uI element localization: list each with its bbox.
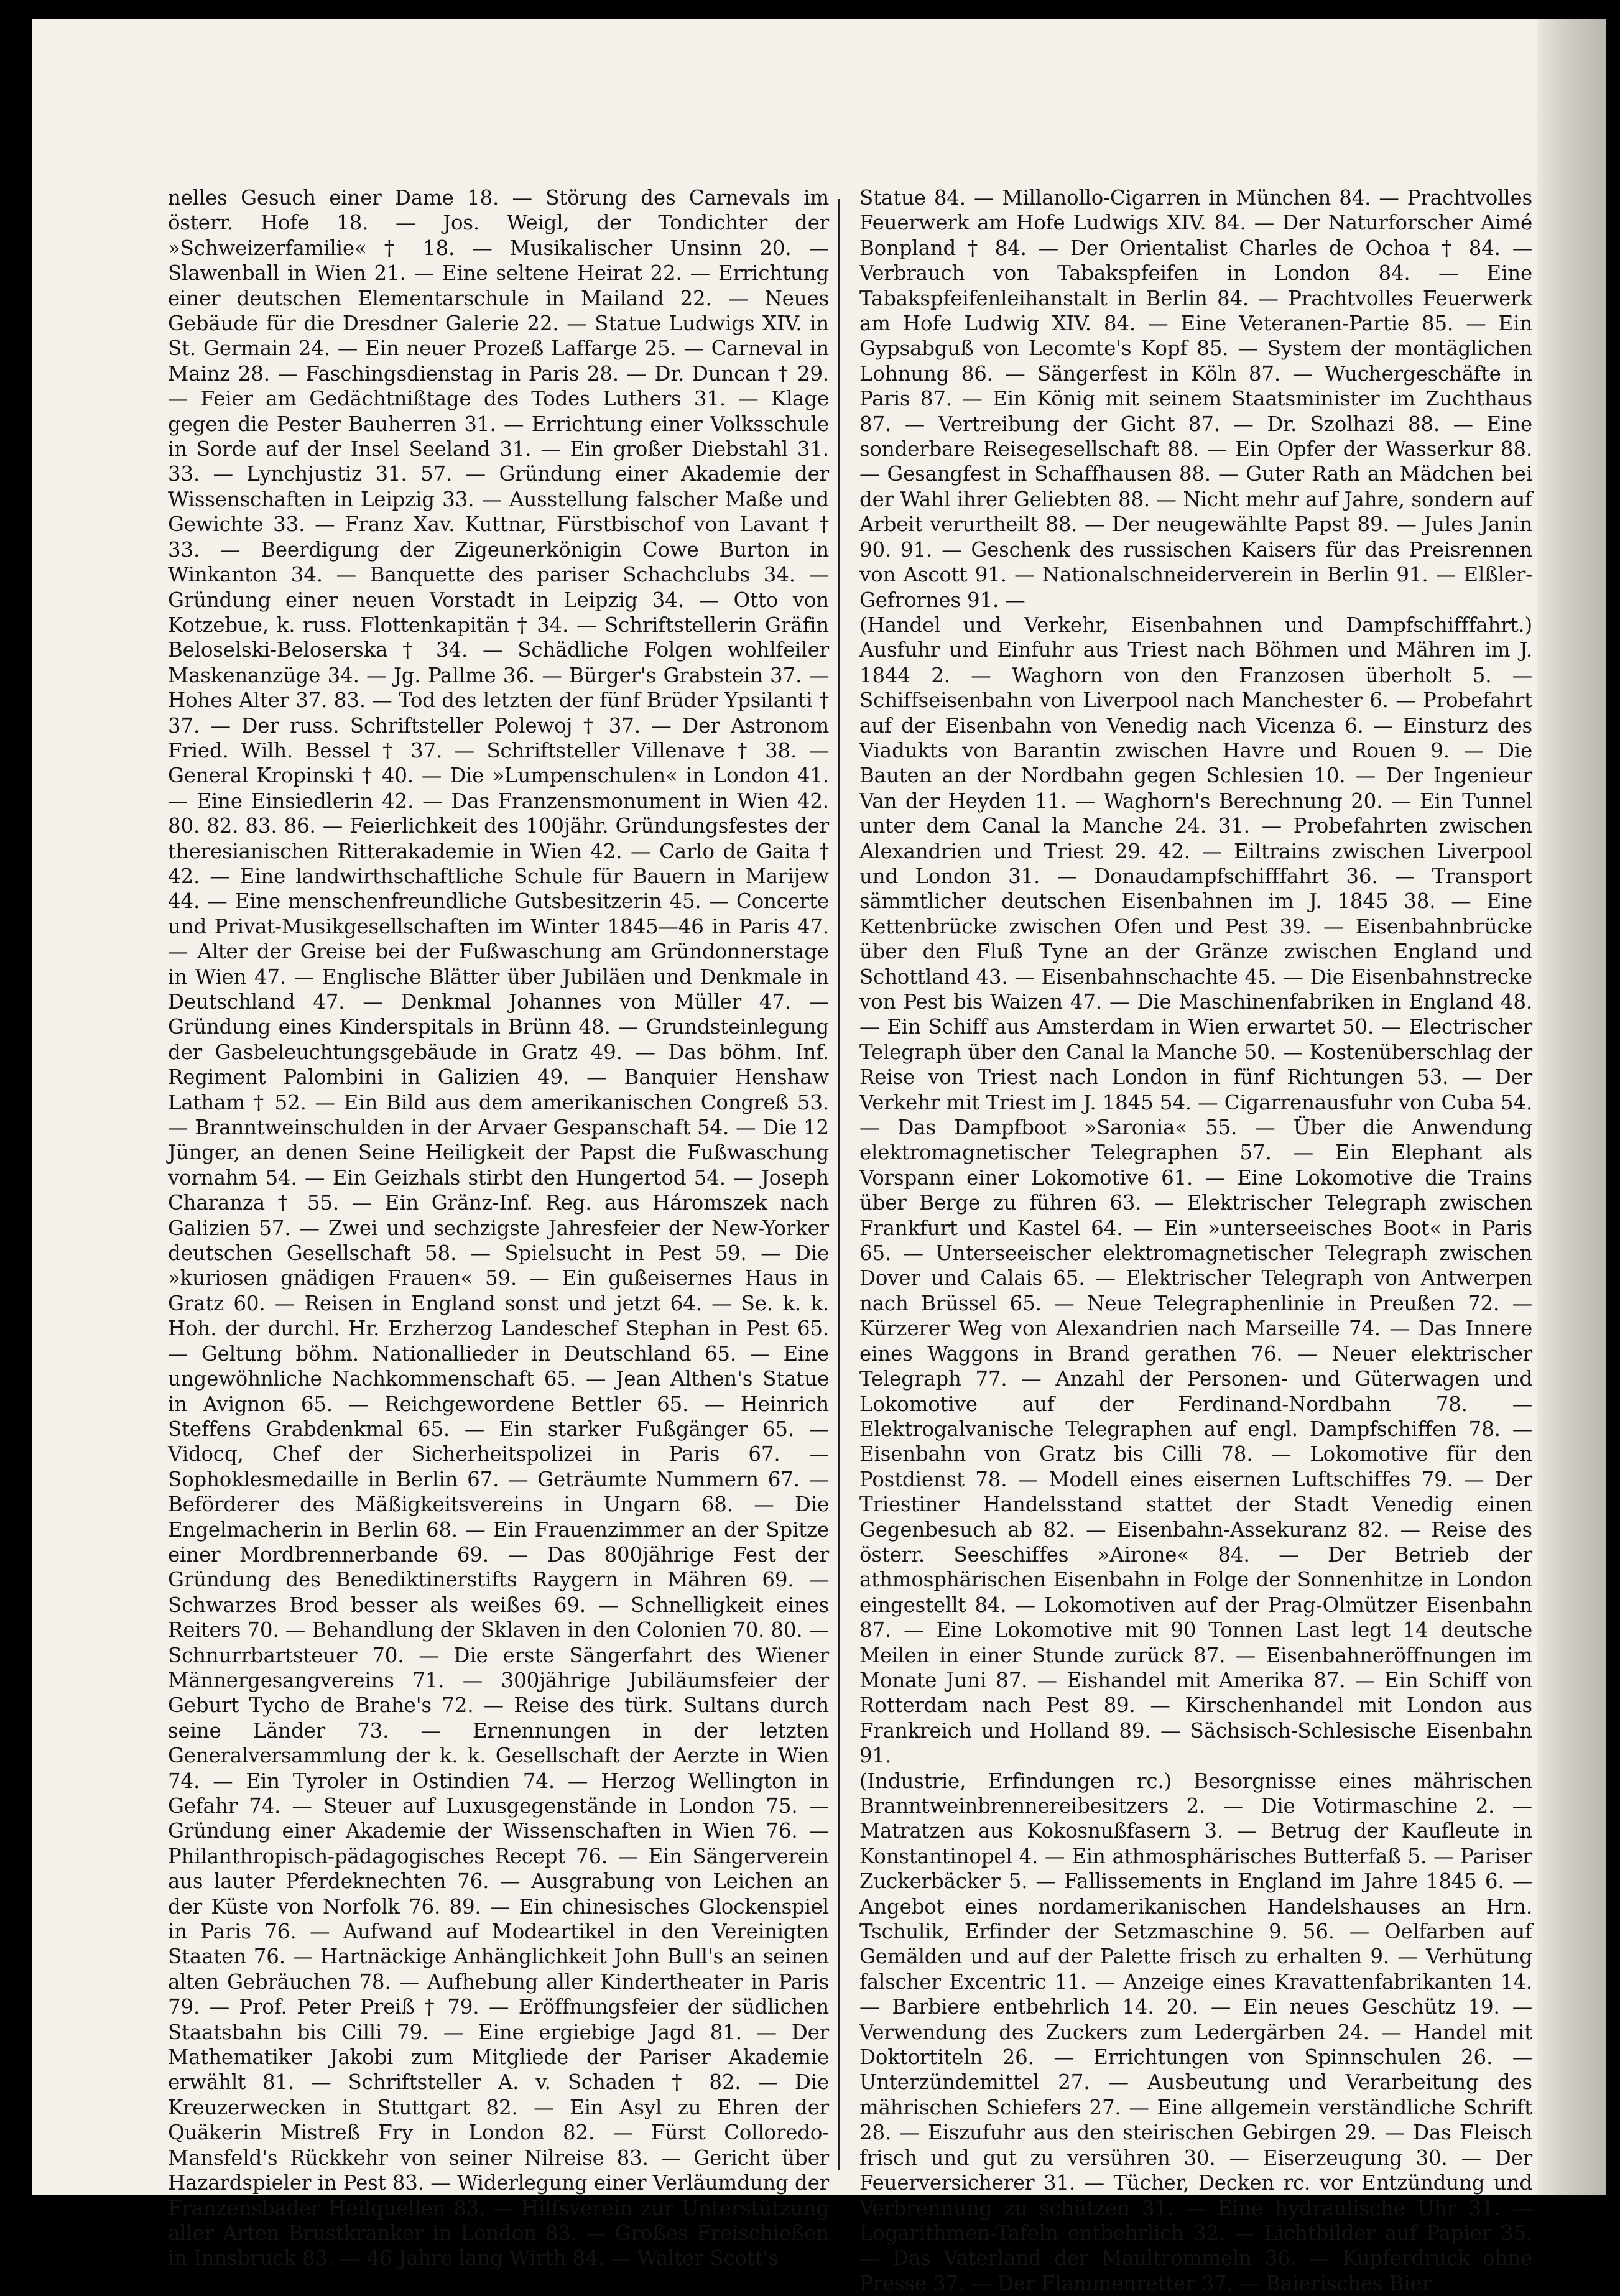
page-edge-shadow [1537,19,1606,2195]
right-column [859,185,1532,2296]
right-paragraph-commerce: (Handel und Verkehr, Eisenbahnen und Dampfschifffahrt.) Ausfuhr und Einfuhr aus Triest nach Böhmen und Mähren im J. 1844 2. — Waghorn von den Franzosen überholt 5. — Schiffseisenbahn von Liverpool nach Manchester 6. — Probefahrt auf der Eisenbahn von Venedig nach Vicenza 6. — Einsturz des Viadukts von Barantin zwischen Havre und Rouen 9. — Die Bauten an der Nordbahn gegen Schlesien 10. — Der Ingenieur Van der Heyden 11. — Waghorn's Berechnung 20. — Ein Tunnel unter dem Canal la Manche 24. 31. — Probefahrten zwischen Alexandrien und Triest 29. 42. — Eiltrains zwischen Liverpool und London 31. — Donaudampfschifffahrt 36. — Transport sämmtlicher deutschen Eisenbahnen im J. 1845 38. — Eine Kettenbrücke zwischen Ofen und Pest 39. — Eisenbahnbrücke über den Fluß Tyne an der Gränze zwischen England und Schottland 43. — Eisenbahnschachte 45. — Die Eisenbahnstrecke von Pest bis Waizen 47. — Die Maschinenfabriken in England 48. — Ein Schiff aus Amsterdam in Wien erwartet 50. — Electrischer Telegraph über den Canal la Manche 50. — Kostenüberschlag der Reise von Triest nach London in fünf Richtungen 53. — Der Verkehr mit Triest im J. 1845 54. — Cigarrenausfuhr von Cuba 54. — Das Dampfboot »Saronia« 55. — Über die Anwendung elektromagnetischer Telegraphen 57. — Ein Elephant als Vorspann einer Lokomotive 61. — Eine Lokomotive die Trains über Berge zu führen 63. — Elektrischer Telegraph zwischen Frankfurt und Kastel 64. — Ein »unterseeisches Boot« in Paris 65. — Unterseeischer elektromagnetischer Telegraph zwischen Dover und Calais 65. — Elektrischer Telegraph von Antwerpen nach Brüssel 65. — Neue Telegraphenlinie in Preußen 72. — Kürzerer Weg von Alexandrien nach Marseille 74. — Das Innere eines Waggons in Brand gerathen 76. — Neuer elektrischer Telegraph 77. — Anzahl der Personen- und Güterwagen und Lokomotive auf der Ferdinand-Nordbahn 78. — Elektrogalvanische Telegraphen auf engl. Dampfschiffen 78. — Eisenbahn von Gratz bis Cilli 78. — Lokomotive für den Postdienst 78. — Modell eines eisernen Luftschiffes 79. — Der Triestiner Handelsstand stattet der Stadt Venedig einen Gegenbesuch ab 82. — Eisenbahn-Assekuranz 82. — Reise des österr. Seeschiffes »Airone« 84. — Der Betrieb der athmosphärischen Eisenbahn in Folge der Sonnenhitze in London eingestellt 84. — Lokomotiven auf der Prag-Olmützer Eisenbahn 87. — Eine Lokomotive mit 90 Tonnen Last legt 14 deutsche Meilen in einer Stunde zurück 87. — Eisenbahneröffnungen im Monate Juni 87. — Eishandel mit Amerika 87. — Ein Schiff von Rotterdam nach Pest 89. — Kirschenhandel mit London aus Frankreich und Holland 89. — Sächsisch-Schlesische Eisenbahn 91. [859,613,1532,1768]
column-divider [838,199,840,2170]
scanned-page [32,19,1606,2295]
left-paragraph-1: nelles Gesuch einer Dame 18. — Störung des Carnevals im österr. Hofe 18. — Jos. Weigl, der Tondichter der »Schweizerfamilie« † 18. — Musikalischer Unsinn 20. — Slawenball in Wien 21. — Eine seltene Heirat 22. — Errichtung einer deutschen Elementarschule in Mailand 22. — Neues Gebäude für die Dresdner Galerie 22. — Statue Ludwigs XIV. in St. Germain 24. — Ein neuer Prozeß Laffarge 25. — Carneval in Mainz 28. — Faschingsdienstag in Paris 28. — Dr. Duncan † 29. — Feier am Gedächtnißtage des Todes Luthers 31. — Klage gegen die Pester Bauherren 31. — Errichtung einer Volksschule in Sorde auf der Insel Seeland 31. — Ein großer Diebstahl 31. 33. — Lynchjustiz 31. 57. — Gründung einer Akademie der Wissenschaften in Leipzig 33. — Ausstellung falscher Maße und Gewichte 33. — Franz Xav. Kuttnar, Fürstbischof von Lavant † 33. — Beerdigung der Zigeunerkönigin Cowe Burton in Winkanton 34. — Banquette des pariser Schachclubs 34. — Gründung einer neuen Vorstadt in Leipzig 34. — Otto von Kotzebue, k. russ. Flottenkapitän † 34. — Schriftstellerin Gräfin Beloselski-Beloserska † 34. — Schädliche Folgen wohlfeiler Maskenanzüge 34. — Jg. Pallme 36. — Bürger's Grabstein 37. — Hohes Alter 37. 83. — Tod des letzten der fünf Brüder Ypsilanti † 37. — Der russ. Schriftsteller Polewoj † 37. — Der Astronom Fried. Wilh. Bessel † 37. — Schriftsteller Villenave † 38. — General Kropinski † 40. — Die »Lumpenschulen« in London 41. — Eine Einsiedlerin 42. — Das Franzensmonument in Wien 42. 80. 82. 83. 86. — Feierlichkeit des 100jähr. Gründungsfestes der theresianischen Ritterakademie in Wien 42. — Carlo de Gaita † 42. — Eine landwirthschaftliche Schule für Bauern in Marijew 44. — Eine menschenfreundliche Gutsbesitzerin 45. — Concerte und Privat-Musikgesellschaften im Winter 1845—46 in Paris 47. — Alter der Greise bei der Fußwaschung am Gründonnerstage in Wien 47. — Englische Blätter über Jubiläen und Denkmale in Deutschland 47. — Denkmal Johannes von Müller 47. — Gründung eines Kinderspitals in Brünn 48. — Grundsteinlegung der Gasbeleuchtungsgebäude in Gratz 49. — Das böhm. Inf. Regiment Palombini in Galizien 49. — Banquier Henshaw Latham † 52. — Ein Bild aus dem amerikanischen Congreß 53. — Branntweinschulden in der Arvaer Gespanschaft 54. — Die 12 Jünger, an denen Seine Heiligkeit der Papst die Fußwaschung vornahm 54. — Ein Geizhals stirbt den Hungertod 54. — Joseph Charanza † 55. — Ein Gränz-Inf. Reg. aus Háromszek nach Galizien 57. — Zwei und sechzigste Jahresfeier der New-Yorker deutschen Gesellschaft 58. — Spielsucht in Pest 59. — Die »kuriosen gnädigen Frauen« 59. — Ein gußeisernes Haus in Gratz 60. — Reisen in England sonst und jetzt 64. — Se. k. k. Hoh. der durchl. Hr. Erzherzog Landeschef Stephan in Pest 65. — Geltung böhm. Nationallieder in Deutschland 65. — Eine ungewöhnliche Nachkommenschaft 65. — Jean Althen's Statue in Avignon 65. — Reichgewordene Bettler 65. — Heinrich Steffens Grabdenkmal 65. — Ein starker Fußgänger 65. — Vidocq, Chef der Sicherheitspolizei in Paris 67. — Sophoklesmedaille in Berlin 67. — Geträumte Nummern 67. — Beförderer des Mäßigkeitsvereins in Ungarn 68. — Die Engelmacherin in Berlin 68. — Ein Frauenzimmer an der Spitze einer Mordbrennerbande 69. — Das 800jährige Fest der Gründung des Benediktinerstifts Raygern in Mähren 69. — Schwarzes Brod besser als weißes 69. — Schnelligkeit eines Reiters 70. — Behandlung der Sklaven in den Colonien 70. 80. — Schnurrbartsteuer 70. — Die erste Sängerfahrt des Wiener Männergesangvereins 71. — 300jährige Jubiläumsfeier der Geburt Tycho de Brahe's 72. — Reise des türk. Sultans durch seine Länder 73. — Ernennungen in der letzten Generalversammlung der k. k. Gesellschaft der Aerzte in Wien 74. — Ein Tyroler in Ostindien 74. — Herzog Wellington in Gefahr 74. — Steuer auf Luxusgegenstände in London 75. — Gründung einer Akademie der Wissenschaften in Wien 76. — Philanthropisch-pädagogisches Recept 76. — Ein Sängerverein aus lauter Pferdeknechten 76. — Ausgrabung von Leichen an der Küste von Norfolk 76. 89. — Ein chinesisches Glockenspiel in Paris 76. — Aufwand auf Modeartikel in den Vereinigten Staaten 76. — Hartnäckige Anhänglichkeit John Bull's an seinen alten Gebräuchen 78. — Aufhebung aller Kindertheater in Paris 79. — Prof. Peter Preiß † 79. — Eröffnungsfeier der südlichen Staatsbahn bis Cilli 79. — Eine ergiebige Jagd 81. — Der Mathematiker Jakobi zum Mitgliede der Pariser Akademie erwählt 81. — Schriftsteller A. v. Schaden † 82. — Die Kreuzerwecken in Stuttgart 82. — Ein Asyl zu Ehren der Quäkerin Mistreß Fry in London 82. — Fürst Colloredo-Mansfeld's Rückkehr von seiner Nilreise 83. — Gericht über Hazardspieler in Pest 83. — Widerlegung einer Verläumdung der Franzensbader Heilquellen 83. — Hilfsverein zur Unterstützung aller Arten Brustkranker in London 83. — Großes Freischießen in Innsbruck 83. — 46 Jahre lang Wirth 84. — Walter Scott's [168,186,829,2271]
right-paragraph-1: Statue 84. — Millanollo-Cigarren in München 84. — Prachtvolles Feuerwerk am Hofe Ludwigs XIV. 84. — Der Naturforscher Aimé Bonpland † 84. — Der Orientalist Charles de Ochoa † 84. — Verbrauch von Tabakspfeifen in London 84. — Eine Tabakspfeifenleihanstalt in Berlin 84. — Prachtvolles Feuerwerk am Hofe Ludwig XIV. 84. — Eine Veteranen-Partie 85. — Ein Gypsabguß von Lecomte's Kopf 85. — System der montäglichen Lohnung 86. — Sängerfest in Köln 87. — Wuchergeschäfte in Paris 87. — Ein König mit seinem Staatsminister im Zuchthaus 87. — Vertreibung der Gicht 87. — Dr. Szolhazi 88. — Eine sonderbare Reisegesellschaft 88. — Ein Opfer der Wasserkur 88. — Gesangfest in Schaffhausen 88. — Guter Rath an Mädchen bei der Wahl ihrer Geliebten 88. — Nicht mehr auf Jahre, sondern auf Arbeit verurtheilt 88. — Der neugewählte Papst 89. — Jules Janin 90. 91. — Geschenk des russischen Kaisers für das Preisrennen von Ascott 91. — Nationalschneiderverein in Berlin 91. — Elßler-Gefrornes 91. — [859,186,1532,612]
right-paragraph-industry: (Industrie, Erfindungen rc.) Besorgnisse eines mährischen Branntweinbrennereibesitzers 2. — Die Votirmaschine 2. — Matratzen aus Kokosnußfasern 3. — Betrug der Kaufleute in Konstantinopel 4. — Ein athmosphärisches Butterfaß 5. — Pariser Zuckerbäcker 5. — Fallissements in England im Jahre 1845 6. — Angebot eines nordamerikanischen Handelshauses an Hrn. Tschulik, Erfinder der Setzmaschine 9. 56. — Oelfarben auf Gemälden und auf der Palette frisch zu erhalten 9. — Verhütung falscher Excentric 11. — Anzeige eines Kravattenfabrikanten 14. — Barbiere entbehrlich 14. 20. — Ein neues Geschütz 19. — Verwendung des Zuckers zum Ledergärben 24. — Handel mit Doktortiteln 26. — Errichtungen von Spinnschulen 26. — Unterzündemittel 27. — Ausbeutung und Verarbeitung des mährischen Schiefers 27. — Eine allgemein verständliche Schrift 28. — Eiszufuhr aus den steirischen Gebirgen 29. — Das Fleisch frisch und gut zu versühren 30. — Eiserzeugung 30. — Der Feuerversicherer 31. — Tücher, Decken rc. vor Entzündung und Verbrennung zu schützen 31. — Eine hydraulische Uhr 31. — Logarithmen-Tafeln entbehrlich 32. — Lichtbilder auf Papier 35. — Das Vaterland der Maultrommeln 36. — Kupferdruck ohne Presse 37. — Der Flammenretter 37. — Baierisches Bier [859,1769,1532,2295]
left-column [168,185,829,2271]
